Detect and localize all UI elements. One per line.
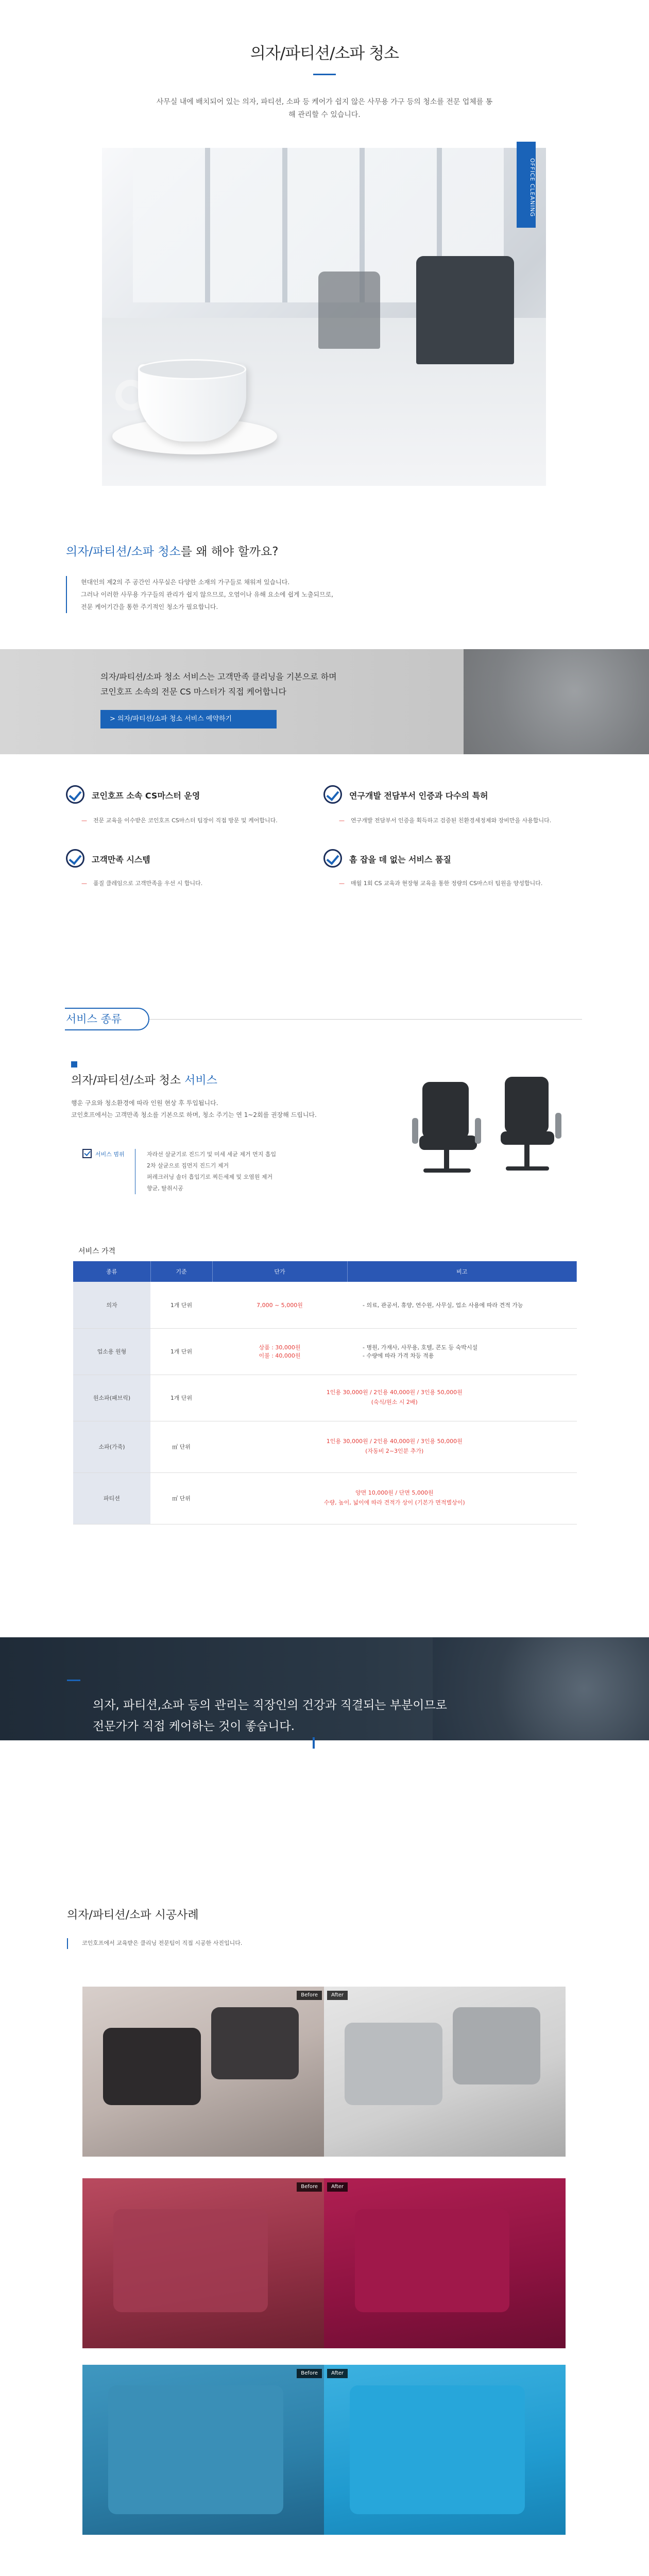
before-photo bbox=[82, 2178, 324, 2348]
check-circle-icon bbox=[66, 849, 84, 868]
dirty-chair bbox=[211, 2007, 299, 2079]
feature-desc: — 매월 1회 CS 교육과 현장형 교육을 통한 정량의 CS마스터 팀원을 양성합니다. bbox=[339, 879, 542, 887]
hero-image bbox=[102, 148, 546, 486]
dark-banner-line: 의자, 파티션,쇼파 등의 관리는 직장인의 건강과 직결되는 부분이므로 bbox=[93, 1699, 447, 1712]
price-header: 단가 bbox=[212, 1261, 347, 1282]
row-name: 원소파(패브릭) bbox=[73, 1375, 150, 1421]
after-photo bbox=[324, 2178, 566, 2348]
row-name: 업소용 원형 bbox=[73, 1328, 150, 1375]
banner-line: 코인호프 소속의 전문 CS 마스터가 직접 케어합니다 bbox=[100, 686, 286, 697]
service-range-item: 2차 살균으로 집먼지 진드기 제거 bbox=[147, 1162, 229, 1169]
before-photo bbox=[82, 1987, 324, 2157]
dirty-seat bbox=[108, 2385, 283, 2514]
feature-desc: — 품질 클레임으로 고객만족을 우선 시 합니다. bbox=[81, 879, 202, 887]
row-note-line: - 수량에 따라 가격 차등 적용 bbox=[363, 1352, 434, 1359]
check-circle-icon bbox=[323, 785, 342, 804]
cases-title: 의자/파티션/소파 시공사례 bbox=[67, 1909, 199, 1922]
reservation-banner bbox=[0, 649, 649, 754]
office-chairs-image bbox=[412, 1072, 567, 1195]
row-merged-line: 수량, 높이, 넓이에 따라 견적가 상이 (기본가 면적별상이) bbox=[323, 1499, 465, 1506]
case-photo-3 bbox=[82, 2365, 566, 2535]
service-title-bold: 의자/파티션/소파 청소 bbox=[71, 1074, 181, 1087]
clean-seat bbox=[350, 2385, 525, 2514]
row-merged-line: 1인용 30,000원 / 2인용 40,000원 / 3인용 50,000원 bbox=[326, 1438, 463, 1445]
why-line: 그러나 이러한 사무용 가구들의 관리가 쉽지 않으므로, 오염이나 유해 요소에 쉽게 노출되므로, bbox=[81, 591, 334, 598]
cases-description: 코인호프에서 교육받은 클리닝 전문팀이 직접 시공한 사진입니다. bbox=[67, 1938, 242, 1949]
table-row bbox=[73, 1282, 577, 1328]
table-row bbox=[73, 1421, 577, 1472]
case-photo-2 bbox=[82, 2178, 566, 2348]
price-header: 종류 bbox=[73, 1261, 150, 1282]
dark-banner-line: 전문가가 직접 케어하는 것이 좋습니다. bbox=[93, 1720, 295, 1734]
before-photo bbox=[82, 2365, 324, 2535]
section-divider bbox=[148, 1019, 582, 1020]
row-merged-line: (자동비 2~3인분 추가) bbox=[365, 1448, 424, 1454]
row-unit: 1개 단위 bbox=[150, 1375, 212, 1421]
before-label: Before bbox=[297, 2182, 322, 2192]
section-marker bbox=[71, 1061, 77, 1067]
service-range-item: 자라선 살균기로 진드기 및 미세 세균 제거 먼지 흡입 bbox=[147, 1151, 277, 1158]
price-header: 기준 bbox=[150, 1261, 212, 1282]
chair-right bbox=[501, 1077, 561, 1171]
banner-line: 의자/파티션/소파 청소 서비스는 고객만족 클리닝을 기본으로 하며 bbox=[100, 672, 337, 682]
why-line: 전문 케어기간을 통한 주기적인 청소가 필요합니다. bbox=[81, 603, 218, 611]
feature-desc: — 연구개발 전담부서 인증을 획득하고 검증된 친환경세정제와 장비만을 사용합니다. bbox=[339, 816, 551, 824]
service-desc-line: 행운 구요와 청소환경에 따라 인원 현상 후 투입됩니다. bbox=[71, 1099, 218, 1107]
before-label: Before bbox=[297, 2369, 322, 2378]
row-merged bbox=[212, 1472, 577, 1524]
why-title-highlight: 의자/파티션/소파 청소 bbox=[66, 545, 181, 558]
row-unit: 1개 단위 bbox=[150, 1282, 212, 1328]
chair-left bbox=[412, 1082, 481, 1173]
why-line: 현대인의 제2의 주 공간인 사무실은 다양한 소재의 가구들로 채워져 있습니다. bbox=[81, 579, 290, 586]
case-photo-1 bbox=[82, 1987, 566, 2157]
price-header-row bbox=[73, 1261, 577, 1282]
row-name: 파티션 bbox=[73, 1472, 150, 1524]
clean-chair bbox=[453, 2007, 540, 2084]
service-kinds-heading: 서비스 종류 bbox=[65, 1008, 149, 1030]
service-desc-line: 코인호프에서는 고객만족 청소를 기본으로 하며, 청소 주기는 연 1~2회를 권장해 드립니다. bbox=[71, 1111, 317, 1118]
hero-chair bbox=[416, 256, 514, 364]
checkbox-icon bbox=[82, 1149, 92, 1158]
table-row bbox=[73, 1328, 577, 1375]
why-title-rest: 를 왜 해야 할까요? bbox=[180, 545, 279, 558]
row-merged bbox=[212, 1375, 577, 1421]
check-circle-icon bbox=[66, 785, 84, 804]
service-title bbox=[71, 1072, 217, 1088]
row-merged-line: (숙식/원소 시 2배) bbox=[371, 1399, 418, 1405]
row-unit: ㎡ 단위 bbox=[150, 1472, 212, 1524]
page-title: 의자/파티션/소파 청소 bbox=[250, 44, 399, 63]
table-row bbox=[73, 1472, 577, 1524]
dark-banner-text bbox=[93, 1695, 447, 1738]
row-unit: ㎡ 단위 bbox=[150, 1421, 212, 1472]
service-range-label: 서비스 범위 bbox=[95, 1151, 125, 1158]
intro-description: 사무실 내에 배치되어 있는 의자, 파티션, 소파 등 케어가 쉽지 않은 사무용 가구 등의 청소를 전문 업체를 통해 관리할 수 있습니다. bbox=[156, 98, 493, 119]
check-circle-icon bbox=[323, 849, 342, 868]
service-range-item: 퍼레크러닝 솔더 흡입기로 찌든세제 및 오염원 제거 bbox=[147, 1174, 273, 1180]
service-range-list bbox=[135, 1149, 276, 1194]
after-photo bbox=[324, 2365, 566, 2535]
after-label: After bbox=[327, 2369, 348, 2378]
hero-chair-back bbox=[318, 272, 380, 349]
feature-title: 고객만족 시스템 bbox=[92, 855, 150, 865]
service-description bbox=[71, 1097, 317, 1121]
row-merged-line: 양면 10,000원 / 단면 5,000원 bbox=[355, 1489, 434, 1497]
banner-chairs-image bbox=[464, 649, 649, 754]
feature-title: 코인호프 소속 CS마스터 운영 bbox=[92, 791, 200, 801]
row-name: 소파(가죽) bbox=[73, 1421, 150, 1472]
price-title: 서비스 가격 bbox=[78, 1247, 116, 1256]
row-merged bbox=[212, 1421, 577, 1472]
why-description bbox=[66, 576, 333, 613]
row-note: - 의료, 관공서, 휴양, 연수원, 사무실, 업소 사용에 따라 견적 가능 bbox=[347, 1282, 577, 1328]
row-note-line: - 병원, 가재사, 사무용, 호텔, 콘도 등 숙박시설 bbox=[363, 1344, 478, 1351]
feature-title: 연구개발 전담부서 인증과 다수의 특허 bbox=[349, 791, 488, 801]
price-header: 비고 bbox=[347, 1261, 577, 1282]
hero-tag: OFFICE CLEANING bbox=[517, 142, 536, 228]
price-table bbox=[73, 1261, 577, 1524]
dirty-seat bbox=[113, 2209, 268, 2312]
clean-seat bbox=[355, 2209, 509, 2312]
dark-banner-accent bbox=[67, 1680, 80, 1681]
feature-title: 흠 잡을 데 없는 서비스 품질 bbox=[349, 855, 451, 865]
row-name: 의자 bbox=[73, 1282, 150, 1328]
reserve-button[interactable]: > 의자/파티션/소파 청소 서비스 예약하기 bbox=[100, 710, 277, 728]
clean-chair bbox=[345, 2023, 442, 2105]
after-label: After bbox=[327, 2182, 348, 2192]
row-unit: 1개 단위 bbox=[150, 1328, 212, 1375]
feature-desc: — 전문 교육을 이수받은 코인호프 CS마스터 팀장이 직접 방문 및 케어합니다. bbox=[81, 816, 278, 824]
row-merged-line: 1인용 30,000원 / 2인용 40,000원 / 3인용 50,000원 bbox=[326, 1389, 463, 1396]
after-photo bbox=[324, 1987, 566, 2157]
dirty-chair bbox=[103, 2028, 201, 2105]
before-label: Before bbox=[297, 1991, 322, 2000]
row-price-line: 이불 : 40,000원 bbox=[259, 1352, 301, 1359]
service-title-light: 서비스 bbox=[181, 1074, 217, 1087]
row-price bbox=[212, 1328, 347, 1375]
service-range-item: 향균, 탈취시공 bbox=[147, 1185, 183, 1192]
dark-banner-cursor bbox=[313, 1737, 315, 1749]
table-row bbox=[73, 1375, 577, 1421]
title-underline bbox=[313, 74, 336, 75]
dark-banner-chairs-image bbox=[433, 1637, 649, 1740]
row-price-line: 상품 : 30,000원 bbox=[259, 1344, 301, 1351]
banner-text bbox=[100, 670, 337, 700]
row-price: 7,000 ~ 5,000원 bbox=[212, 1282, 347, 1328]
hero-cup-rim bbox=[138, 359, 246, 380]
after-label: After bbox=[327, 1991, 348, 2000]
why-title bbox=[66, 542, 278, 559]
row-note bbox=[347, 1328, 577, 1375]
